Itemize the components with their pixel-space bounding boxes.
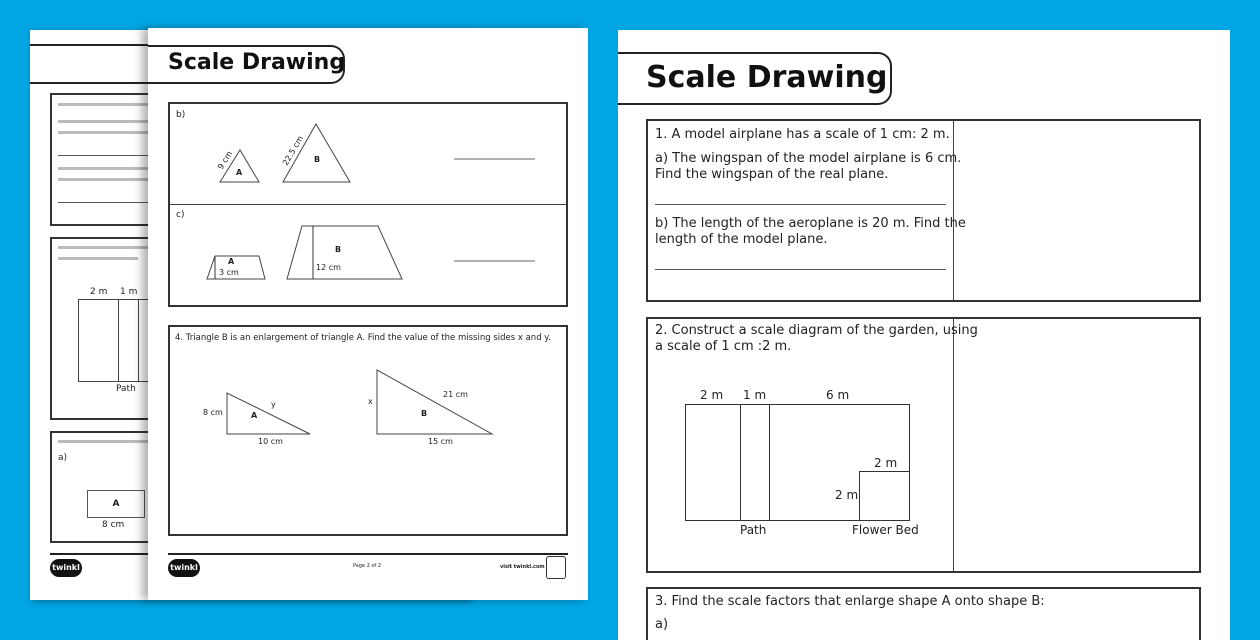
right-triangle-a xyxy=(227,393,310,434)
text-line-placeholder xyxy=(58,131,148,134)
twinkl-logo: twinkl xyxy=(50,559,82,577)
worksheet-page-1-enlarged xyxy=(618,30,1230,640)
answer-line-a[interactable] xyxy=(655,204,946,205)
trap-b-height: 12 cm xyxy=(316,263,341,272)
dim-2m: 2 m xyxy=(700,388,724,402)
text-line-placeholder xyxy=(58,440,148,443)
dim-6m: 6 m xyxy=(826,388,850,402)
path-label: Path xyxy=(740,523,767,537)
q4-text: 4. Triangle B is an enlargement of triangle A. Find the value of the missing sides x and y. xyxy=(175,333,551,343)
trapezoid-b xyxy=(287,226,402,279)
q1-text: 1. A model airplane has a scale of 1 cm: 2 m. xyxy=(655,127,950,142)
q3a-label: a) xyxy=(655,617,669,632)
tri-b-side: 22.5 cm xyxy=(280,134,306,167)
label-a: A xyxy=(228,257,235,266)
shapes-diagram xyxy=(170,104,570,309)
label-b: B xyxy=(335,245,342,254)
text-line-placeholder xyxy=(58,167,148,170)
tri-a-side: 9 cm xyxy=(216,149,235,172)
trap-a-height: 3 cm xyxy=(219,268,239,277)
label-a: A xyxy=(251,411,258,420)
b-hyp: 21 cm xyxy=(443,390,468,399)
question-3-box xyxy=(646,587,1201,640)
flower-bed xyxy=(859,471,910,521)
question-3-continued-box xyxy=(168,102,568,307)
path-label: Path xyxy=(116,384,136,394)
text-line-placeholder xyxy=(58,103,148,106)
visit-link[interactable]: visit twinkl.com xyxy=(500,564,545,570)
label-a: A xyxy=(236,168,243,177)
shape-a-length: 8 cm xyxy=(102,520,125,530)
question-4-box xyxy=(168,325,568,536)
label-b: B xyxy=(421,409,428,418)
page-title: Scale Drawing xyxy=(168,50,346,75)
label-b: B xyxy=(314,155,321,164)
b-left: x xyxy=(368,397,373,406)
path-strip xyxy=(740,405,770,520)
question-2-box xyxy=(646,317,1201,573)
b-base: 15 cm xyxy=(428,437,453,446)
q1a-text: a) The wingspan of the model airplane is 6 cm. xyxy=(655,151,962,166)
answer-column-divider xyxy=(953,121,954,300)
footer-rule xyxy=(168,553,568,555)
answer-column-divider xyxy=(953,319,954,571)
q2-text: 2. Construct a scale diagram of the garden, using xyxy=(655,323,978,338)
right-triangle-b xyxy=(377,370,492,434)
twinkl-logo: twinkl xyxy=(168,559,200,577)
page-number: Page 2 of 2 xyxy=(353,563,382,569)
answer-line-b[interactable] xyxy=(655,269,946,270)
dim-flower-width: 2 m xyxy=(874,456,898,470)
flower-bed-label: Flower Bed xyxy=(852,523,919,537)
shape-a: A xyxy=(87,490,145,518)
a-base: 10 cm xyxy=(258,437,283,446)
q3-text: 3. Find the scale factors that enlarge shape A onto shape B: xyxy=(655,594,1045,609)
page-title: Scale Drawing xyxy=(646,60,888,95)
dim-label: 2 m xyxy=(90,287,108,297)
dim-flower-height: 2 m xyxy=(835,488,859,502)
q1b-text-2: length of the model plane. xyxy=(655,232,828,247)
q3a-label: a) xyxy=(58,453,68,463)
text-line-placeholder xyxy=(58,257,138,260)
dim-1m: 1 m xyxy=(743,388,767,402)
quality-badge-icon xyxy=(546,556,566,579)
q1a-text-2: Find the wingspan of the real plane. xyxy=(655,167,889,182)
q1b-text: b) The length of the aeroplane is 20 m. Find the xyxy=(655,216,966,231)
triangles-diagram xyxy=(170,327,570,538)
question-1-box xyxy=(646,119,1201,302)
a-left: 8 cm xyxy=(203,408,223,417)
q2-text-2: a scale of 1 cm :2 m. xyxy=(655,339,792,354)
dim-label: 1 m xyxy=(120,287,138,297)
part-b-label: b) xyxy=(176,110,186,120)
text-line-placeholder xyxy=(58,120,148,123)
path-strip xyxy=(118,300,139,382)
part-c-label: c) xyxy=(176,210,185,220)
worksheet-page-2 xyxy=(148,28,588,600)
text-line-placeholder xyxy=(58,246,148,249)
a-hyp: y xyxy=(271,400,276,409)
text-line-placeholder xyxy=(58,178,148,181)
